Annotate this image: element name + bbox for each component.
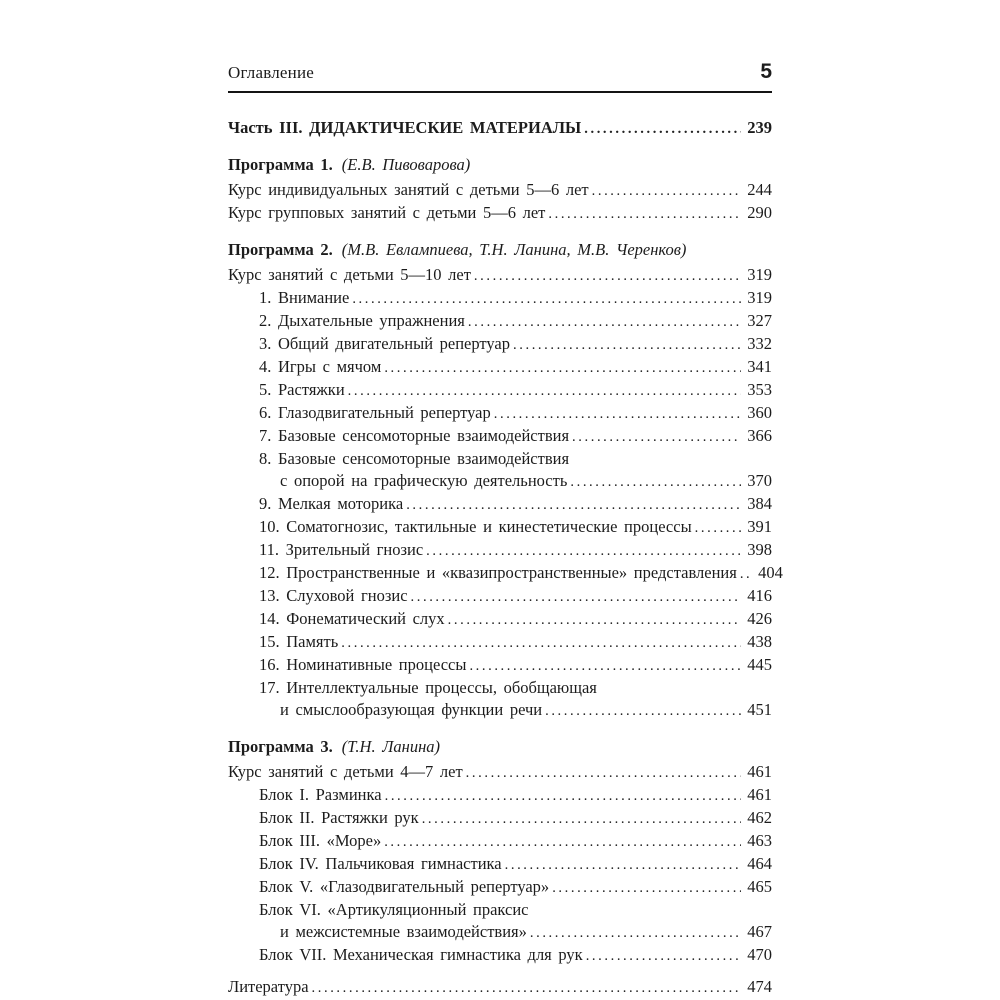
dot-leader [384,830,741,853]
toc-entry-row [228,976,772,999]
toc-entry-text: Часть III. ДИДАКТИЧЕСКИЕ МАТЕРИАЛЫ [228,118,582,137]
toc-entry-continuation-row [228,921,772,944]
dot-leader [494,402,741,425]
toc-entry-row [228,379,772,402]
dot-leader [466,761,741,784]
dot-leader [426,539,741,562]
toc-entry-text: Курс групповых занятий с детьми 5—6 лет [228,203,546,222]
program-label: Программа 3. [228,737,333,756]
toc-program-heading [228,239,772,261]
header-title: Оглавление [228,63,314,82]
toc-entry-page: 332 [747,334,772,353]
toc-entry-text: 6. Глазодвигательный репертуар [259,403,491,422]
toc-entry-page: 366 [747,426,772,445]
toc-entry-text: 5. Растяжки [259,380,345,399]
toc-entry-text: Блок III. «Море» [259,831,382,850]
toc-entry-page: 416 [747,586,772,605]
toc-entry-row [228,287,772,310]
toc-entry-row [228,264,772,287]
toc-entry-page: 244 [747,180,772,199]
running-header [228,60,772,84]
toc-entry-page: 404 [758,563,783,582]
toc-entry-page: 464 [747,854,772,873]
toc-entry-row [228,425,772,448]
toc-entry-continuation-text: с опорой на графическую деятельность [280,471,568,490]
toc-entry-text: 14. Фонематический слух [259,609,445,628]
toc-entry-row [228,356,772,379]
toc-entry-row [228,654,772,677]
toc-entry-text: 16. Номинативные процессы [259,655,467,674]
dot-leader [552,876,741,899]
toc-entry-text: 10. Соматогнозис, тактильные и кинестетические процессы [259,517,692,536]
toc-entry-page: 341 [747,357,772,376]
toc-entry-page: 319 [747,288,772,307]
toc-program-heading [228,736,772,758]
toc-entry-page: 391 [747,517,772,536]
toc-entry-page: 462 [747,808,772,827]
toc-entry-page: 438 [747,632,772,651]
toc-entry-row [228,310,772,333]
toc-entry-page: 370 [747,471,772,490]
toc-entry-text: Блок VI. «Артикуляционный праксис [259,900,529,919]
dot-leader [406,493,741,516]
toc-entry-text: Блок IV. Пальчиковая гимнастика [259,854,502,873]
toc-entry-continuation-row [228,699,772,722]
dot-leader [548,202,741,225]
toc-entry-row [228,944,772,967]
toc-entry-text: 15. Память [259,632,339,651]
dot-leader [572,425,741,448]
toc-entry-page: 445 [747,655,772,674]
toc-entry-row [228,876,772,899]
toc-entry-row [228,853,772,876]
toc-entry-row [228,608,772,631]
toc-entry-page: 461 [747,762,772,781]
toc-entry-page: 327 [747,311,772,330]
toc-entry-text: Курс занятий с детьми 4—7 лет [228,762,463,781]
toc-entry-text: Блок I. Разминка [259,785,382,804]
toc-entry-text: 12. Пространственные и «квазипространственные» представления [259,563,737,582]
dot-leader [422,807,741,830]
toc-entry-page: 465 [747,877,772,896]
toc-entry-text: 7. Базовые сенсомоторные взаимодействия [259,426,570,445]
toc-entry-continuation-text: и межсистемные взаимодействия» [280,922,527,941]
toc-entry-page: 239 [747,118,772,137]
dot-leader [584,117,741,140]
toc-entry-page: 290 [747,203,772,222]
toc-part-row [228,117,772,140]
toc-entry-text: 13. Слуховой гнозис [259,586,408,605]
toc-entry-text: 17. Интеллектуальные процессы, обобщающая [259,678,597,697]
toc-entry-continuation-row [228,470,772,493]
toc-entry-page: 319 [747,265,772,284]
toc-program-heading [228,154,772,176]
dot-leader [312,976,741,999]
toc-entry-row [228,830,772,853]
dot-leader [448,608,741,631]
dot-leader [545,699,741,722]
toc-entry-row [228,516,772,539]
program-authors: (Т.Н. Ланина) [341,737,441,756]
dot-leader [695,516,741,539]
toc-entry-text: 9. Мелкая моторика [259,494,404,513]
dot-leader [530,921,741,944]
toc-entry-page: 470 [747,945,772,964]
toc-entry-page: 467 [747,922,772,941]
toc-entry-row [228,202,772,225]
toc-entry-text: Блок V. «Глазодвигательный репертуар» [259,877,550,896]
toc-entry-row [228,402,772,425]
toc-entry-page: 463 [747,831,772,850]
toc-entry-row [228,631,772,654]
toc-entry-row [228,493,772,516]
toc-entry-text: Литература [228,977,309,996]
toc-entry-text: 3. Общий двигательный репертуар [259,334,511,353]
program-label: Программа 1. [228,155,333,174]
toc-entry-text: Блок II. Растяжки рук [259,808,419,827]
toc-entry-page: 474 [747,977,772,996]
dot-leader [592,179,741,202]
dot-leader [474,264,741,287]
toc-entry-row [228,179,772,202]
header-rule [228,91,772,93]
dot-leader [385,784,741,807]
toc-entry-page: 384 [747,494,772,513]
toc-entry-row [228,539,772,562]
program-label: Программа 2. [228,240,333,259]
dot-leader [570,470,741,493]
toc-entry-page: 461 [747,785,772,804]
toc-entry-page: 353 [747,380,772,399]
toc-entry-row [228,562,783,585]
toc-entry-text: 8. Базовые сенсомоторные взаимодействия [259,449,570,468]
dot-leader [411,585,741,608]
toc-entry-page: 360 [747,403,772,422]
toc-entry-text: Курс индивидуальных занятий с детьми 5—6 лет [228,180,589,199]
toc-entry-row [228,677,772,699]
dot-leader [468,310,741,333]
dot-leader [513,333,741,356]
toc-entry-row [228,784,772,807]
dot-leader [341,631,741,654]
dot-leader [740,562,752,585]
header-page-number: 5 [760,60,772,83]
dot-leader [505,853,741,876]
dot-leader [469,654,741,677]
dot-leader [348,379,741,402]
toc-entry-row [228,807,772,830]
program-authors: (М.В. Евлампиева, Т.Н. Ланина, М.В. Черенков) [341,240,687,259]
toc-entry-row [228,333,772,356]
toc-entry-row [228,899,772,921]
toc-entry-text: 1. Внимание [259,288,350,307]
toc-list [228,117,783,999]
toc-entry-page: 426 [747,609,772,628]
toc-entry-continuation-text: и смыслообразующая функции речи [280,700,543,719]
dot-leader [384,356,741,379]
toc-entry-page: 398 [747,540,772,559]
dot-leader [352,287,741,310]
toc-entry-page: 451 [747,700,772,719]
toc-entry-row [228,448,772,470]
toc-entry-text: 11. Зрительный гнозис [259,540,424,559]
program-authors: (Е.В. Пивоварова) [341,155,471,174]
toc-entry-row [228,585,772,608]
dot-leader [586,944,741,967]
toc-entry-row [228,761,772,784]
toc-entry-text: 4. Игры с мячом [259,357,382,376]
toc-entry-text: 2. Дыхательные упражнения [259,311,465,330]
toc-entry-text: Курс занятий с детьми 5—10 лет [228,265,471,284]
toc-entry-text: Блок VII. Механическая гимнастика для рук [259,945,583,964]
